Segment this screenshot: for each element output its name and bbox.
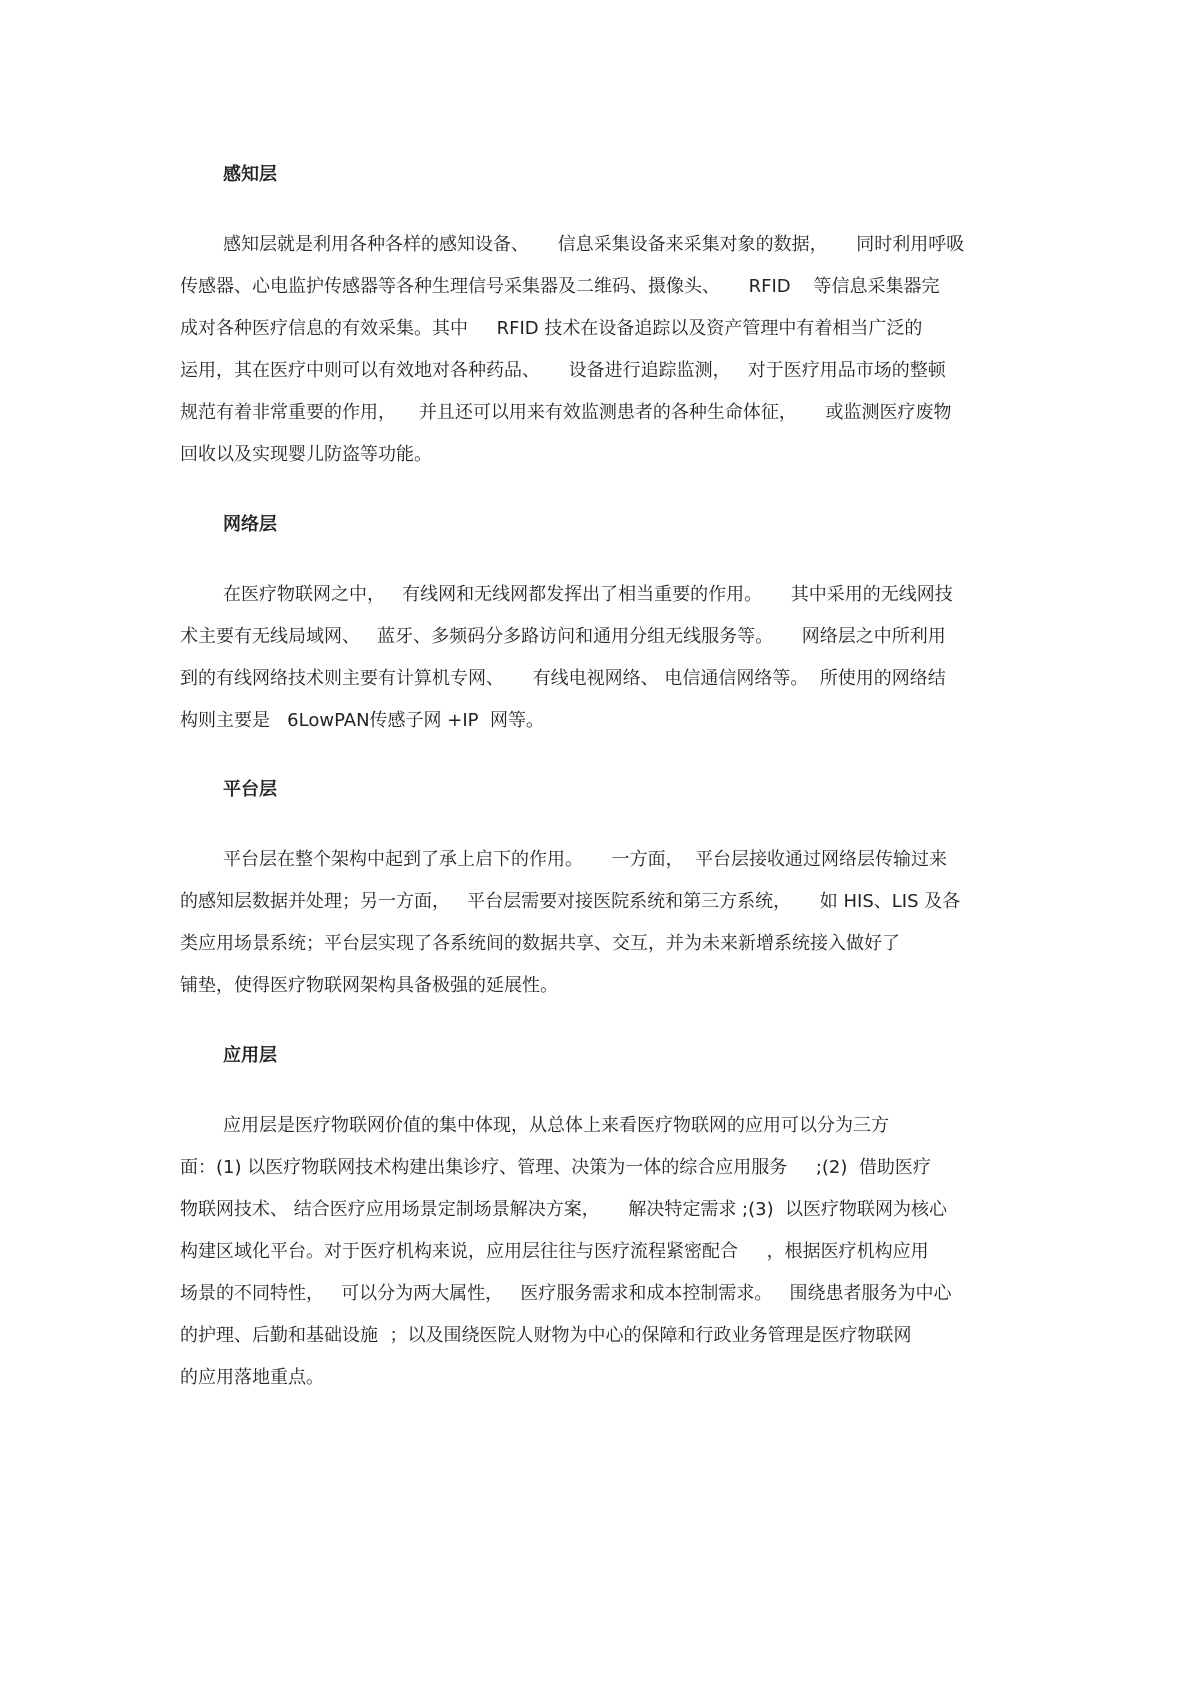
paragraph-line: 运用，其在医疗中则可以有效地对各种药品、 设备进行追踪监测， 对于医疗用品市场的整顿 — [180, 360, 946, 381]
paragraph-line: 构建区域化平台。对于医疗机构来说，应用层往往与医疗流程紧密配合 ，根据医疗机构应用 — [180, 1241, 929, 1262]
paragraph-line: 的感知层数据并处理；另一方面， 平台层需要对接医院系统和第三方系统， 如 HIS、LIS 及各 — [180, 891, 961, 912]
paragraph-line: 回收以及实现婴儿防盗等功能。 — [180, 444, 432, 465]
paragraph-line: 的应用落地重点。 — [180, 1367, 324, 1388]
paragraph-line: 场景的不同特性， 可以分为两大属性， 医疗服务需求和成本控制需求。 围绕患者服务为中心 — [180, 1283, 952, 1304]
paragraph-line: 构则主要是 6LowPAN传感子网 +IP 网等。 — [180, 710, 544, 731]
section-heading: 感知层 — [223, 164, 277, 185]
section-heading: 应用层 — [223, 1045, 277, 1066]
paragraph-line: 成对各种医疗信息的有效采集。其中 RFID 技术在设备追踪以及资产管理中有着相当广泛的 — [180, 318, 923, 339]
section-heading: 平台层 — [223, 779, 277, 800]
paragraph-line: 规范有着非常重要的作用， 并且还可以用来有效监测患者的各种生命体征， 或监测医疗废物 — [180, 402, 952, 423]
paragraph-line: 感知层就是利用各种各样的感知设备、 信息采集设备来采集对象的数据， 同时利用呼吸 — [223, 234, 965, 255]
paragraph-line: 平台层在整个架构中起到了承上启下的作用。 一方面， 平台层接收通过网络层传输过来 — [223, 849, 948, 870]
paragraph-line: 类应用场景系统；平台层实现了各系统间的数据共享、交互，并为未来新增系统接入做好了 — [180, 933, 900, 954]
section-heading: 网络层 — [223, 514, 277, 535]
paragraph-line: 到的有线网络技术则主要有计算机专网、 有线电视网络、 电信通信网络等。 所使用的网络结 — [180, 668, 946, 689]
paragraph-line: 的护理、后勤和基础设施 ；以及围绕医院人财物为中心的保障和行政业务管理是医疗物联网 — [180, 1325, 912, 1346]
paragraph-line: 在医疗物联网之中， 有线网和无线网都发挥出了相当重要的作用。 其中采用的无线网技 — [223, 584, 953, 605]
paragraph-line: 铺垫，使得医疗物联网架构具备极强的延展性。 — [180, 975, 558, 996]
paragraph-line: 物联网技术、 结合医疗应用场景定制场景解决方案， 解决特定需求 ;(3) 以医疗物联网为核心 — [180, 1199, 948, 1220]
paragraph-line: 应用层是医疗物联网价值的集中体现，从总体上来看医疗物联网的应用可以分为三方 — [223, 1115, 889, 1136]
paragraph-line: 术主要有无线局域网、 蓝牙、多频码分多路访问和通用分组无线服务等。 网络层之中所利用 — [180, 626, 946, 647]
paragraph-line: 面：(1) 以医疗物联网技术构建出集诊疗、管理、决策为一体的综合应用服务 ;(2) 借助医疗 — [180, 1157, 931, 1178]
paragraph-line: 传感器、心电监护传感器等各种生理信号采集器及二维码、摄像头、 RFID 等信息采集器完 — [180, 276, 940, 297]
